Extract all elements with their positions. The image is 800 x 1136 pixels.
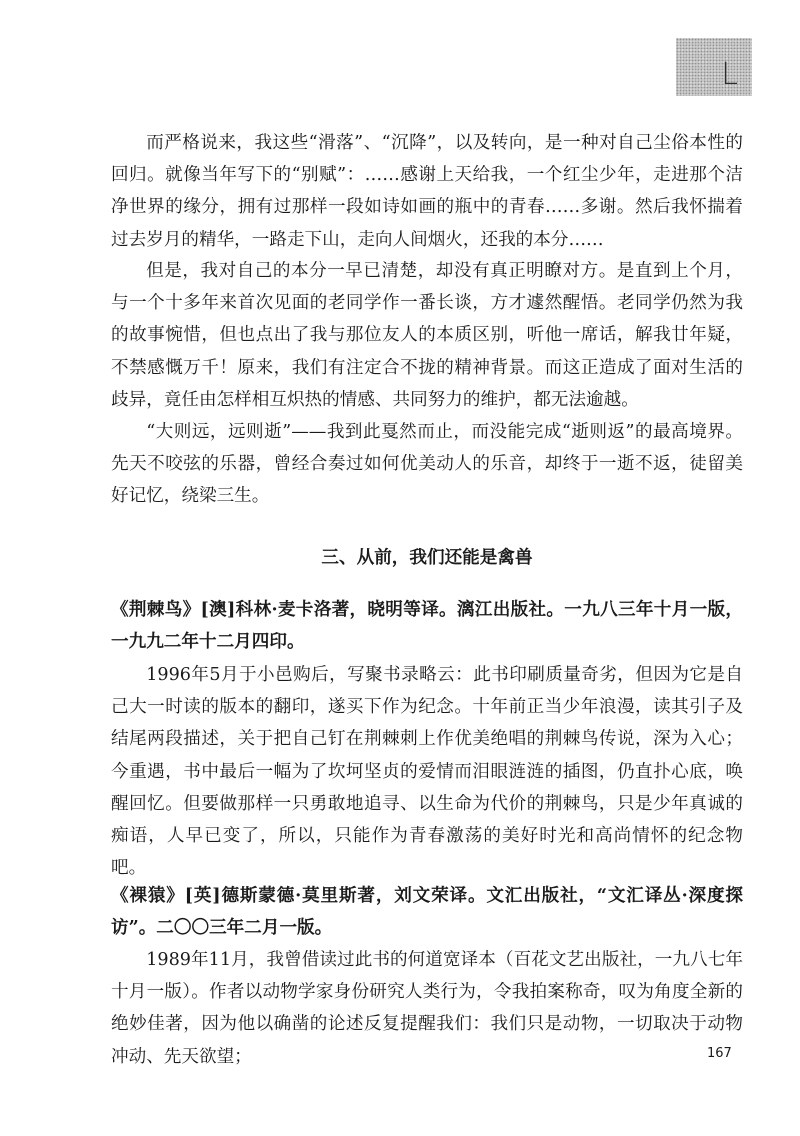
book-citation-naked-ape: 《裸猿》[英]德斯蒙德·莫里斯著，刘文荣译。文汇出版社，“文汇译丛·深度探访”。二〇〇三年二月一版。: [111, 885, 743, 939]
paragraph-da-ze-yuan: “大则远，远则逝”——我到此戛然而止，而没能完成“逝则返”的最高境界。先天不咬弦的乐器，曾经合奏过如何优美动人的乐音，却终于一逝不返，徒留美好记忆，绕梁三生。: [111, 422, 743, 507]
book-note-thorn-birds: 1996年5月于小邑购后，写聚书录略云：此书印刷质量奇劣，但因为它是自己大一时读的版本的翻印，遂买下作为纪念。十年前正当少年浪漫，读其引子及结尾两段描述，关于把自己钉在荆棘刺上作优美绝唱的荆棘鸟传说，深为入心；今重遇，书中最后一幅为了坎坷坚贞的爱情而泪眼涟涟的插图，仍直扑心底，唤醒回忆。但要做那样一只勇敢地追寻、以生命为代价的荆棘鸟，只是少年真诚的痴语，人早已变了，所以，只能作为青春激荡的美好时光和高尚情怀的纪念物吧。: [111, 665, 743, 879]
book-note-naked-ape: 1989年11月，我曾借读过此书的何道宽译本（百花文艺出版社，一九八七年十月一版）。作者以动物学家身份研究人类行为，令我拍案称奇，叹为角度全新的绝妙佳著，因为他以确凿的论述反复提醒我们：我们只是动物，一切取决于动物冲动、先天欲望；: [111, 950, 743, 1067]
page-number: 167: [707, 1046, 732, 1061]
paragraph-return-to-nature: 而严格说来，我这些“滑落”、“沉降”，以及转向，是一种对自己尘俗本性的回归。就像当年写下的“别赋”：……感谢上天给我，一个红尘少年，走进那个洁净世界的缘分，拥有过那样一段如诗如画的瓶中的青春……多谢。然后我怀揣着过去岁月的精华，一路走下山，走向人间烟火，还我的本分……: [111, 133, 743, 250]
section-heading: 三、从前，我们还能是禽兽: [321, 547, 533, 568]
chapter-letter: L: [721, 57, 738, 92]
book-citation-thorn-birds: 《荆棘鸟》[澳]科林·麦卡洛著，晓明等译。漓江出版社。一九八三年十月一版，一九九二年十二月四印。: [111, 599, 743, 653]
chapter-corner-tab: [676, 38, 752, 96]
paragraph-understanding: 但是，我对自己的本分一早已清楚，却没有真正明瞭对方。是直到上个月，与一个十多年来首次见面的老同学作一番长谈，方才遽然醒悟。老同学仍然为我的故事惋惜，但也点出了我与那位友人的本质区别，听他一席话，解我廿年疑，不禁感慨万千！原来，我们有注定合不拢的精神背景。而这正造成了面对生活的歧异，竟任由怎样相互炽热的情感、共同努力的维护，都无法逾越。: [111, 261, 743, 410]
